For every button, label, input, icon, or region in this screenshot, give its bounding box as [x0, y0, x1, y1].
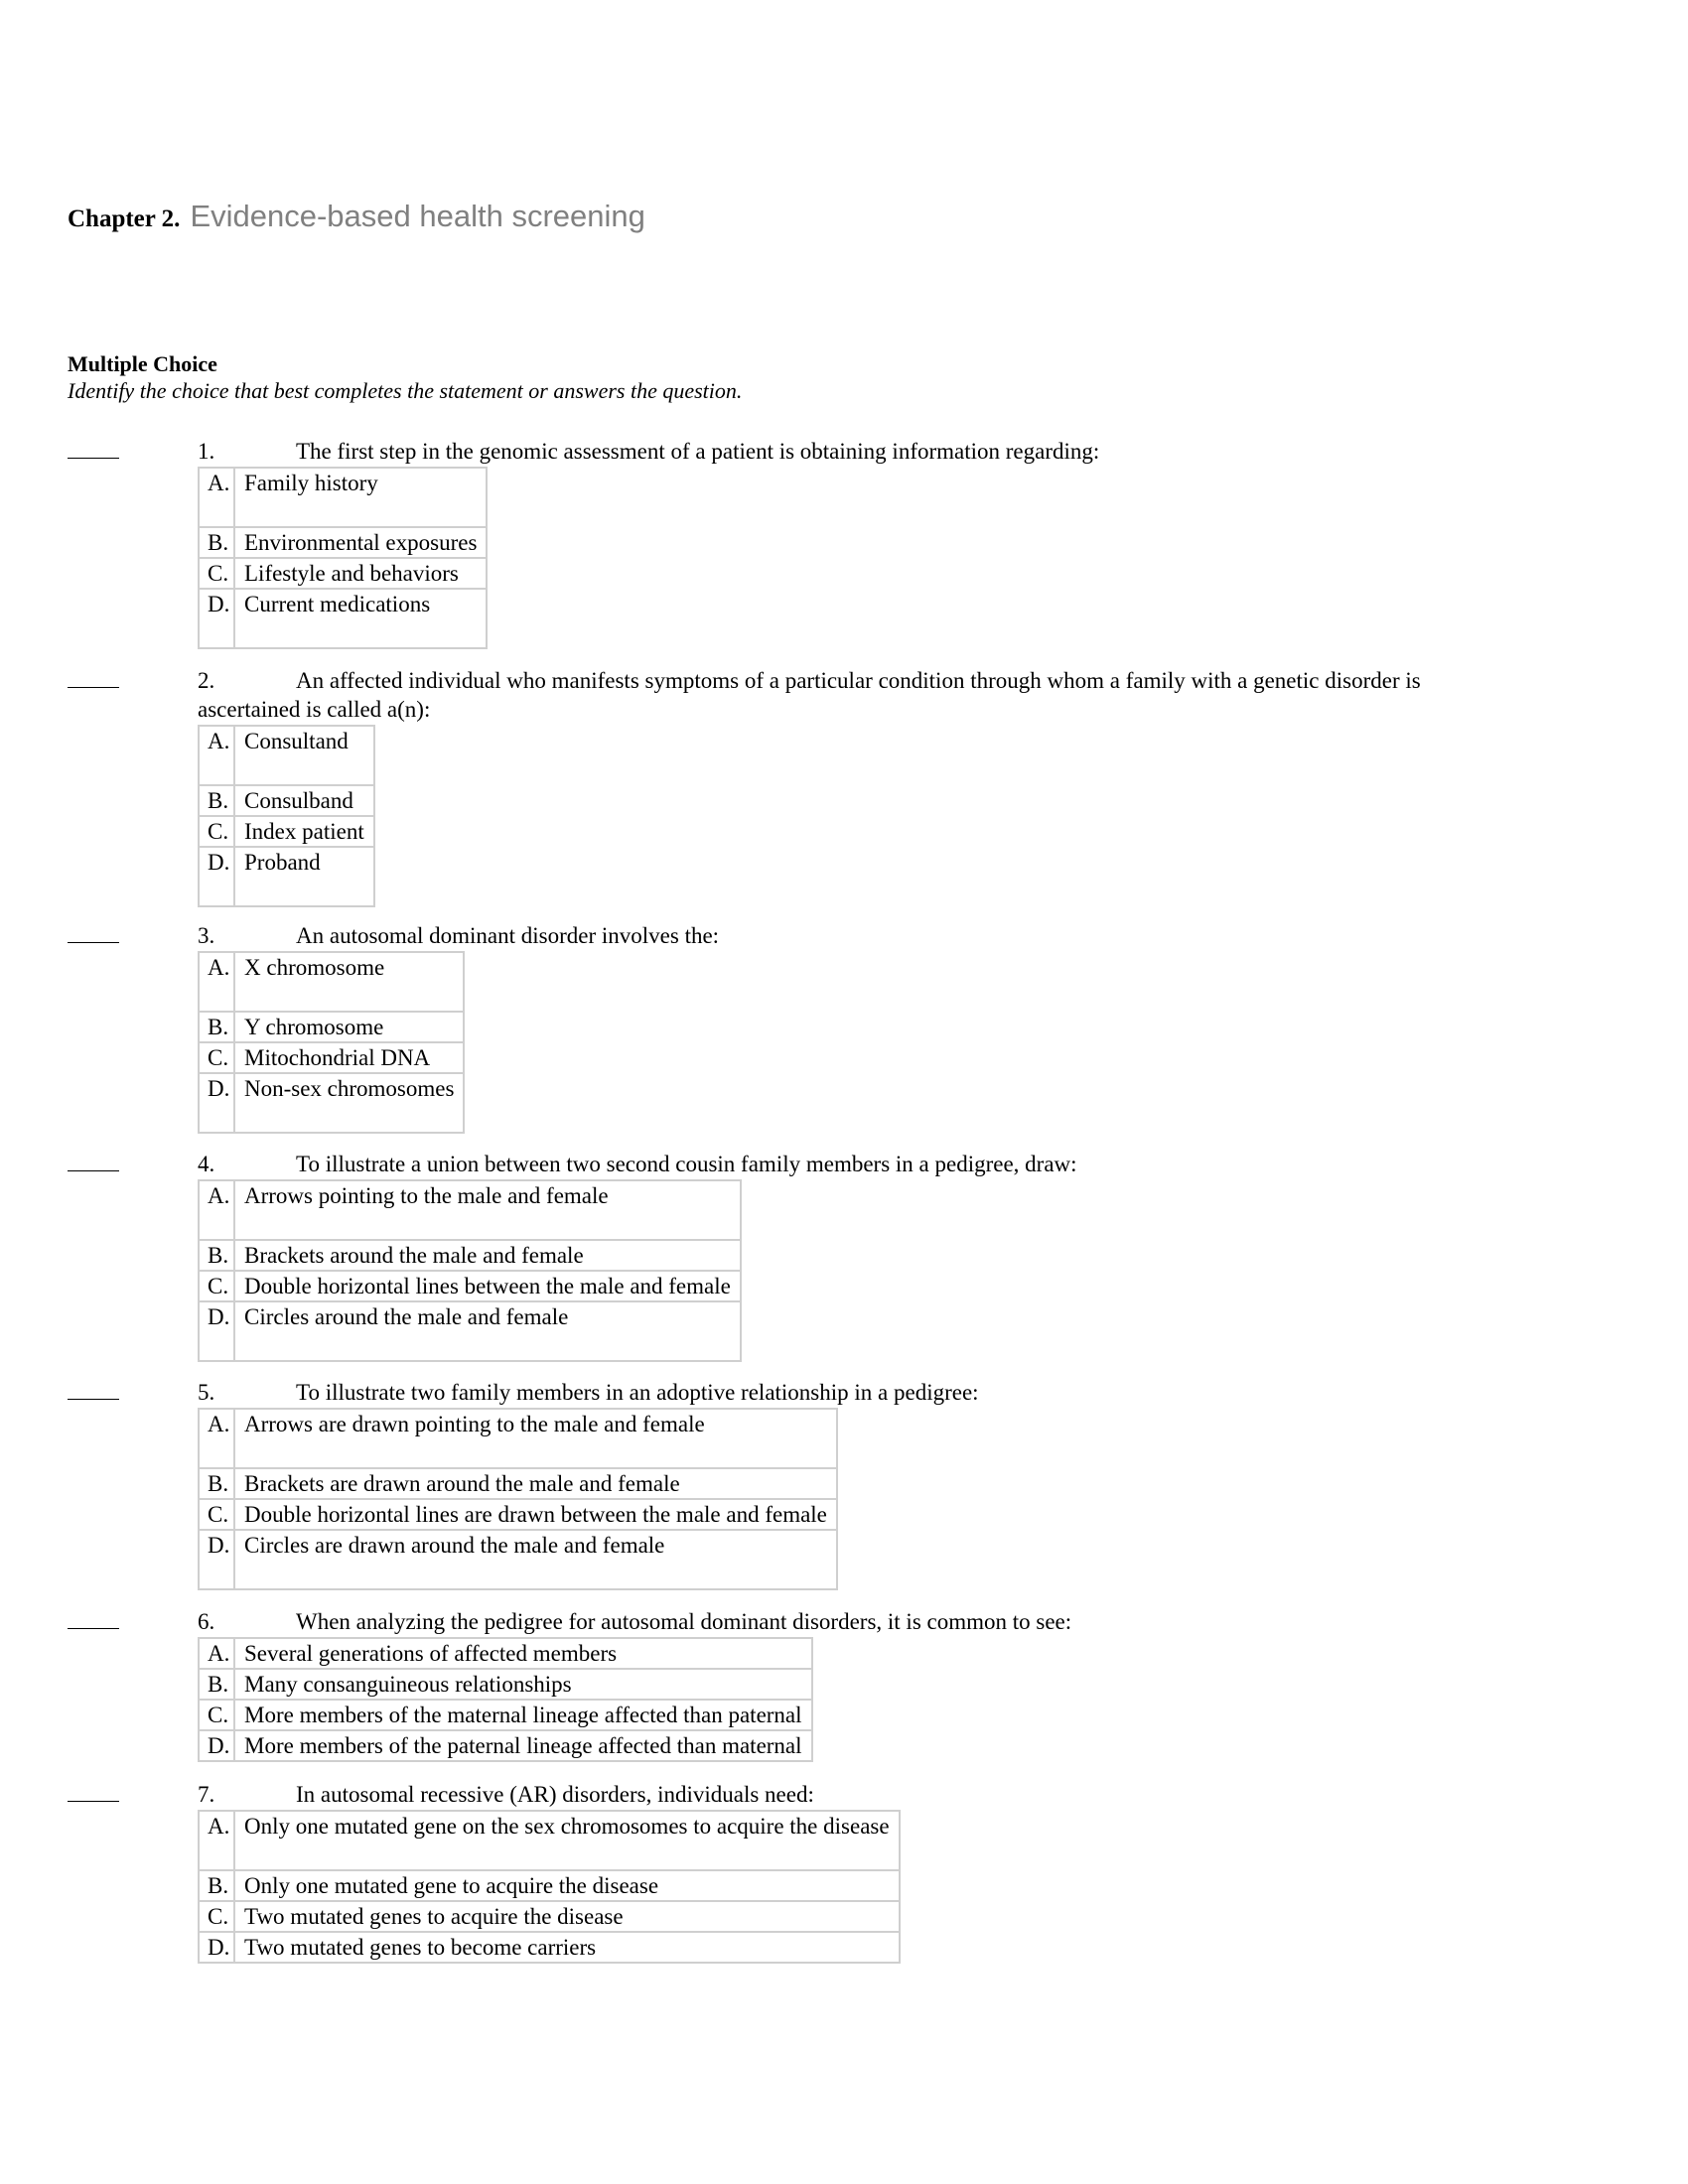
choice-row [199, 558, 487, 589]
choice-letter-text: D. [208, 1935, 230, 1960]
choice-row [199, 1811, 900, 1870]
choice-row [199, 847, 374, 906]
choice-letter-text: B. [208, 1015, 229, 1039]
choice-letter-text: D. [208, 1076, 230, 1101]
choice-letter-text: A. [208, 1641, 230, 1666]
choice-text: Y chromosome [234, 1012, 464, 1042]
choice-letter-text: A. [208, 1814, 230, 1839]
question-stem [198, 666, 1488, 724]
choice-text: More members of the maternal lineage affected than paternal [234, 1700, 812, 1730]
choice-letter [199, 1870, 234, 1901]
section-heading: Multiple Choice [68, 351, 217, 376]
choice-letter-text: A. [208, 1183, 230, 1208]
question-number: 4. [198, 1152, 215, 1176]
choice-letter-text: D. [208, 592, 230, 616]
choice-row [199, 1499, 837, 1530]
choice-letter [199, 952, 234, 1012]
question-text: To illustrate a union between two second cousin family members in a pedigree, draw: [296, 1152, 1077, 1176]
choice-letter [199, 1042, 234, 1073]
choice-row [199, 1042, 464, 1073]
question-number: 2. [198, 668, 215, 693]
choices-table [198, 1179, 742, 1362]
choice-letter-text: D. [208, 850, 230, 875]
choice-letter [199, 1530, 234, 1589]
answer-blank[interactable] [68, 942, 119, 943]
question-stem [198, 921, 1488, 950]
choice-text: Consulband [234, 785, 374, 816]
choice-text: More members of the paternal lineage affected than maternal [234, 1730, 812, 1761]
choice-letter-text: C. [208, 1045, 229, 1070]
question-text: An affected individual who manifests symptoms of a particular condition through whom a family with a genetic disorder is ascertained is called a(n): [198, 668, 1421, 722]
choice-letter [199, 1811, 234, 1870]
choice-row [199, 816, 374, 847]
question-number: 6. [198, 1609, 215, 1634]
choice-row [199, 1301, 741, 1361]
choice-row [199, 1180, 741, 1240]
choice-row [199, 1271, 741, 1301]
choice-letter [199, 1012, 234, 1042]
question-stem [198, 1150, 1488, 1178]
question-text: The first step in the genomic assessment of a patient is obtaining information regarding: [296, 439, 1100, 464]
choice-row [199, 1870, 900, 1901]
choice-letter-text: B. [208, 1243, 229, 1268]
choice-letter [199, 1932, 234, 1963]
choice-letter-text: D. [208, 1533, 230, 1558]
choice-letter [199, 527, 234, 558]
choice-text: Several generations of affected members [234, 1638, 812, 1669]
question-stem [198, 1378, 1488, 1407]
choice-letter-text: B. [208, 1672, 229, 1697]
choice-row [199, 589, 487, 648]
choice-text: X chromosome [234, 952, 464, 1012]
choice-text: Consultand [234, 726, 374, 785]
choice-text: Lifestyle and behaviors [234, 558, 487, 589]
choice-row [199, 1932, 900, 1963]
choice-letter-text: C. [208, 561, 229, 586]
choice-letter-text: A. [208, 471, 230, 495]
choices-table [198, 725, 375, 907]
choice-row [199, 1730, 812, 1761]
choices-table [198, 467, 488, 649]
choice-row [199, 1240, 741, 1271]
question-number: 7. [198, 1782, 215, 1807]
choice-letter-text: C. [208, 1274, 229, 1298]
choice-letter [199, 1180, 234, 1240]
answer-blank[interactable] [68, 1399, 119, 1400]
choice-text: Only one mutated gene to acquire the disease [234, 1870, 900, 1901]
choice-row [199, 527, 487, 558]
choice-letter-text: A. [208, 729, 230, 753]
choice-text: Many consanguineous relationships [234, 1669, 812, 1700]
choice-letter [199, 816, 234, 847]
choice-letter-text: B. [208, 1873, 229, 1898]
choice-text: Double horizontal lines between the male and female [234, 1271, 741, 1301]
choice-letter-text: C. [208, 1502, 229, 1527]
choice-letter [199, 1409, 234, 1468]
choice-row [199, 1012, 464, 1042]
choice-letter [199, 1301, 234, 1361]
choices-table [198, 1637, 813, 1762]
choice-letter-text: D. [208, 1733, 230, 1758]
choice-row [199, 1530, 837, 1589]
question-number: 1. [198, 439, 215, 464]
choice-row [199, 1669, 812, 1700]
answer-blank[interactable] [68, 687, 119, 688]
choice-row [199, 952, 464, 1012]
choice-letter [199, 847, 234, 906]
choices-table [198, 1408, 838, 1590]
question-text: When analyzing the pedigree for autosomal dominant disorders, it is common to see: [296, 1609, 1072, 1634]
choices-table [198, 1810, 901, 1964]
choice-letter [199, 1669, 234, 1700]
choice-letter [199, 558, 234, 589]
choice-letter [199, 1073, 234, 1133]
choice-letter [199, 1638, 234, 1669]
chapter-title: Evidence-based health screening [190, 199, 645, 233]
section-instructions: Identify the choice that best completes the statement or answers the question. [68, 378, 743, 403]
choice-letter [199, 726, 234, 785]
choice-row [199, 468, 487, 527]
question-stem [198, 1780, 1488, 1809]
choice-row [199, 1700, 812, 1730]
question-text: To illustrate two family members in an adoptive relationship in a pedigree: [296, 1380, 979, 1405]
question-text: An autosomal dominant disorder involves the: [296, 923, 720, 948]
choice-letter [199, 1468, 234, 1499]
choice-text: Arrows pointing to the male and female [234, 1180, 741, 1240]
choice-row [199, 1901, 900, 1932]
answer-blank[interactable] [68, 1628, 119, 1629]
choice-text: Two mutated genes to acquire the disease [234, 1901, 900, 1932]
choice-letter-text: B. [208, 788, 229, 813]
choice-text: Circles are drawn around the male and female [234, 1530, 837, 1589]
choice-letter-text: C. [208, 1703, 229, 1727]
choice-text: Brackets around the male and female [234, 1240, 741, 1271]
choice-row [199, 1468, 837, 1499]
choice-letter [199, 1240, 234, 1271]
question-stem [198, 1607, 1488, 1636]
choice-row [199, 785, 374, 816]
choice-letter-text: D. [208, 1304, 230, 1329]
choice-letter-text: C. [208, 819, 229, 844]
choice-text: Mitochondrial DNA [234, 1042, 464, 1073]
question-text: In autosomal recessive (AR) disorders, individuals need: [296, 1782, 814, 1807]
choice-text: Current medications [234, 589, 487, 648]
choice-text: Arrows are drawn pointing to the male and female [234, 1409, 837, 1468]
choice-letter [199, 1700, 234, 1730]
choice-text: Proband [234, 847, 374, 906]
choice-letter [199, 1901, 234, 1932]
choice-row [199, 726, 374, 785]
chapter-label: Chapter 2. [68, 205, 181, 232]
choice-row [199, 1409, 837, 1468]
choice-letter [199, 589, 234, 648]
question-number: 5. [198, 1380, 215, 1405]
choice-text: Two mutated genes to become carriers [234, 1932, 900, 1963]
choice-letter [199, 1730, 234, 1761]
question-number: 3. [198, 923, 215, 948]
choice-text: Index patient [234, 816, 374, 847]
choice-letter-text: B. [208, 1471, 229, 1496]
answer-blank[interactable] [68, 1801, 119, 1802]
choice-row [199, 1638, 812, 1669]
choice-text: Family history [234, 468, 487, 527]
choice-text: Non-sex chromosomes [234, 1073, 464, 1133]
choice-letter-text: C. [208, 1904, 229, 1929]
answer-blank[interactable] [68, 1170, 119, 1171]
choice-text: Circles around the male and female [234, 1301, 741, 1361]
choice-letter-text: A. [208, 1412, 230, 1436]
choice-row [199, 1073, 464, 1133]
choice-letter [199, 1499, 234, 1530]
choice-letter-text: B. [208, 530, 229, 555]
choice-text: Double horizontal lines are drawn between the male and female [234, 1499, 837, 1530]
choice-text: Environmental exposures [234, 527, 487, 558]
choice-text: Only one mutated gene on the sex chromosomes to acquire the disease [234, 1811, 900, 1870]
choice-letter [199, 785, 234, 816]
choice-text: Brackets are drawn around the male and female [234, 1468, 837, 1499]
answer-blank[interactable] [68, 458, 119, 459]
choice-letter [199, 1271, 234, 1301]
choices-table [198, 951, 465, 1134]
choice-letter-text: A. [208, 955, 230, 980]
question-stem [198, 437, 1488, 466]
choice-letter [199, 468, 234, 527]
page-title [68, 199, 645, 234]
